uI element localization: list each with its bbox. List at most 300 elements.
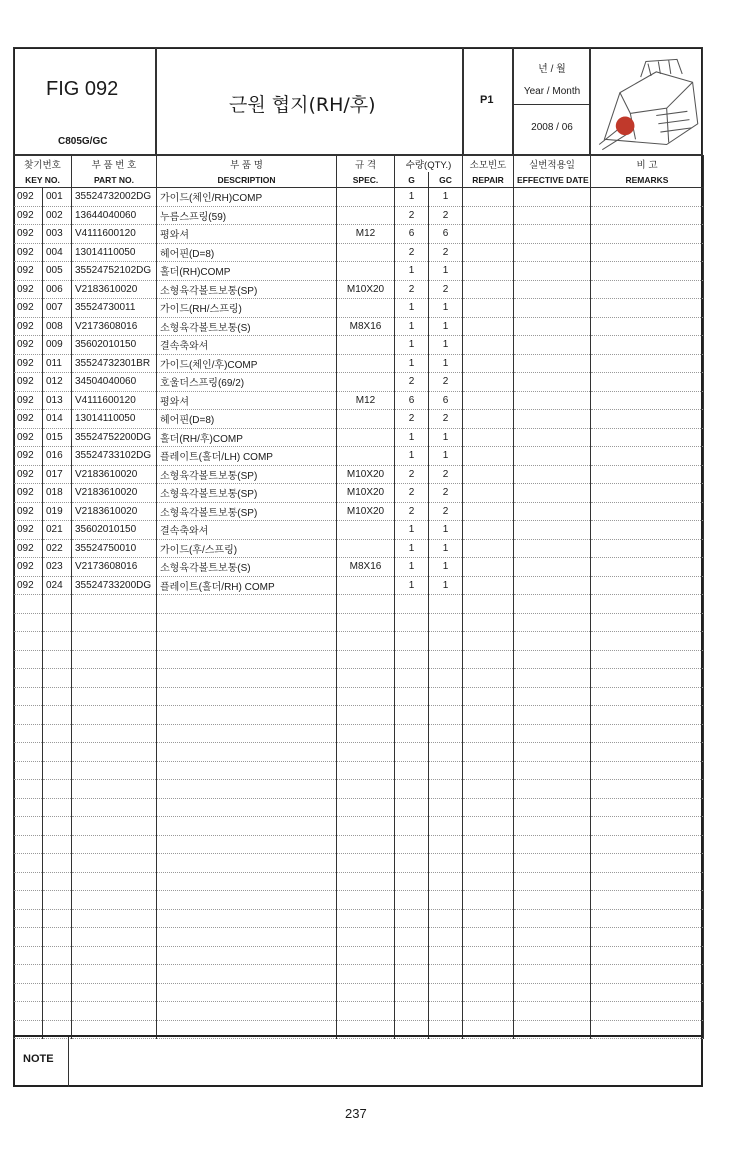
row-repair [463,391,514,410]
row-remarks [591,317,704,336]
row-spec [337,262,395,281]
row-spec [337,447,395,466]
row-description: 헤어핀(D=8) [157,410,337,429]
table-row [14,539,704,558]
row-remarks [591,891,704,910]
row-qty-gc [429,798,463,817]
row-remarks [591,650,704,669]
row-part-no [72,946,157,965]
row-repair [463,706,514,725]
row-key: 019 [43,502,72,521]
row-description [157,928,337,947]
row-effective-date [514,280,591,299]
row-remarks [591,835,704,854]
table-row [14,706,704,725]
row-qty-g: 2 [395,206,429,225]
row-part-no: V4111600120 [72,225,157,244]
row-qty-g: 2 [395,465,429,484]
row-fig: 092 [14,188,43,207]
row-key [43,724,72,743]
row-fig: 092 [14,465,43,484]
row-qty-g: 2 [395,502,429,521]
row-effective-date [514,946,591,965]
row-spec [337,1002,395,1021]
row-part-no: V4111600120 [72,391,157,410]
table-row [14,761,704,780]
row-remarks [591,521,704,540]
row-fig [14,650,43,669]
row-remarks [591,946,704,965]
table-row [14,225,704,244]
row-remarks [591,373,704,392]
row-qty-gc: 1 [429,428,463,447]
row-qty-g [395,687,429,706]
row-qty-gc [429,946,463,965]
parts-table [13,155,704,1039]
row-qty-g [395,946,429,965]
row-remarks [591,391,704,410]
row-fig: 092 [14,391,43,410]
row-key [43,743,72,762]
row-spec: M10X20 [337,280,395,299]
spec-header-en: SPEC. [337,172,395,188]
row-remarks [591,280,704,299]
row-qty-gc: 2 [429,206,463,225]
row-spec [337,299,395,318]
table-row [14,521,704,540]
row-description: 홀더(RH/후)COMP [157,428,337,447]
row-remarks [591,965,704,984]
row-qty-gc: 2 [429,484,463,503]
row-key: 001 [43,188,72,207]
row-qty-gc [429,983,463,1002]
row-remarks [591,1002,704,1021]
row-effective-date [514,669,591,688]
row-fig [14,687,43,706]
row-qty-gc: 1 [429,447,463,466]
row-key: 011 [43,354,72,373]
row-qty-g: 1 [395,558,429,577]
row-qty-gc [429,817,463,836]
row-spec [337,613,395,632]
row-fig: 092 [14,521,43,540]
table-row [14,188,704,207]
row-key: 002 [43,206,72,225]
row-qty-gc: 6 [429,225,463,244]
row-effective-date [514,650,591,669]
table-row [14,743,704,762]
row-remarks [591,447,704,466]
row-qty-gc [429,872,463,891]
table-row [14,909,704,928]
row-effective-date [514,743,591,762]
row-effective-date [514,724,591,743]
row-qty-g [395,835,429,854]
row-key [43,761,72,780]
row-spec: M8X16 [337,558,395,577]
row-key [43,835,72,854]
row-fig [14,854,43,873]
row-remarks [591,669,704,688]
row-remarks [591,817,704,836]
row-part-no [72,687,157,706]
row-repair [463,669,514,688]
row-description: 가이드(체인/RH)COMP [157,188,337,207]
row-spec [337,872,395,891]
row-description [157,854,337,873]
row-qty-g [395,613,429,632]
row-spec [337,539,395,558]
row-repair [463,595,514,614]
row-description: 소형육각볼트보통(SP) [157,280,337,299]
table-row [14,576,704,595]
row-description [157,946,337,965]
row-qty-gc [429,1002,463,1021]
row-spec [337,188,395,207]
row-fig [14,724,43,743]
row-qty-g [395,854,429,873]
row-part-no [72,817,157,836]
row-key: 013 [43,391,72,410]
row-qty-g [395,761,429,780]
row-effective-date [514,262,591,281]
row-qty-g: 1 [395,299,429,318]
row-part-no: 35524733200DG [72,576,157,595]
row-repair [463,428,514,447]
row-repair [463,558,514,577]
row-effective-date [514,299,591,318]
row-part-no [72,891,157,910]
row-description [157,669,337,688]
table-row [14,891,704,910]
row-qty-g: 1 [395,336,429,355]
row-qty-gc: 2 [429,280,463,299]
row-part-no [72,835,157,854]
row-spec: M10X20 [337,465,395,484]
row-qty-gc: 2 [429,410,463,429]
row-key: 012 [43,373,72,392]
row-fig [14,595,43,614]
row-qty-g: 1 [395,188,429,207]
row-spec [337,706,395,725]
row-qty-gc: 1 [429,576,463,595]
row-description: 소형육각볼트보통(SP) [157,502,337,521]
part-header-en: PART NO. [72,172,157,188]
row-part-no [72,632,157,651]
row-description [157,798,337,817]
row-effective-date [514,502,591,521]
row-qty-g: 1 [395,576,429,595]
row-fig [14,780,43,799]
highlight-dot [616,116,635,135]
row-qty-gc [429,835,463,854]
row-qty-gc: 1 [429,188,463,207]
row-description: 소형육각볼트보통(S) [157,317,337,336]
row-repair [463,983,514,1002]
row-effective-date [514,317,591,336]
row-remarks [591,502,704,521]
row-remarks [591,410,704,429]
row-effective-date [514,576,591,595]
row-part-no: 35602010150 [72,336,157,355]
row-fig: 092 [14,373,43,392]
page-title: 근원 협지(RH/후) [229,94,376,116]
row-part-no [72,650,157,669]
row-qty-gc: 1 [429,262,463,281]
row-qty-gc: 2 [429,502,463,521]
row-remarks [591,336,704,355]
table-row [14,650,704,669]
row-spec [337,835,395,854]
row-repair [463,891,514,910]
row-spec [337,687,395,706]
row-remarks [591,595,704,614]
qty-gc-header: GC [429,172,463,188]
row-effective-date [514,854,591,873]
row-qty-g: 2 [395,243,429,262]
part-header-ko: 부 품 번 호 [72,156,157,173]
row-fig [14,872,43,891]
row-fig [14,613,43,632]
page-number: 237 [345,1106,367,1121]
row-part-no [72,872,157,891]
row-part-no [72,743,157,762]
page-code: P1 [480,94,494,106]
row-key [43,798,72,817]
row-remarks [591,262,704,281]
row-key: 006 [43,280,72,299]
row-fig: 092 [14,299,43,318]
row-qty-g [395,891,429,910]
row-spec: M10X20 [337,502,395,521]
row-remarks [591,928,704,947]
remarks-header-en: REMARKS [591,172,704,188]
row-qty-gc [429,706,463,725]
row-spec [337,946,395,965]
date-block [513,47,590,155]
row-key: 022 [43,539,72,558]
table-row [14,687,704,706]
row-qty-g: 1 [395,354,429,373]
row-description [157,743,337,762]
row-qty-g: 1 [395,447,429,466]
row-remarks [591,909,704,928]
row-spec [337,206,395,225]
row-key: 021 [43,521,72,540]
row-remarks [591,780,704,799]
row-key [43,669,72,688]
row-description: 평와셔 [157,225,337,244]
table-row [14,595,704,614]
row-spec [337,354,395,373]
table-row [14,299,704,318]
row-effective-date [514,965,591,984]
row-effective-date [514,410,591,429]
row-description: 가이드(체인/후)COMP [157,354,337,373]
row-key: 004 [43,243,72,262]
row-effective-date [514,632,591,651]
row-spec: M12 [337,225,395,244]
row-key: 009 [43,336,72,355]
row-effective-date [514,336,591,355]
page-code-block [463,47,513,155]
row-effective-date [514,539,591,558]
row-part-no [72,965,157,984]
row-description [157,780,337,799]
row-fig: 092 [14,317,43,336]
row-qty-gc: 1 [429,336,463,355]
table-row [14,1002,704,1021]
row-part-no [72,928,157,947]
row-spec [337,891,395,910]
row-repair [463,817,514,836]
row-description: 헤어핀(D=8) [157,243,337,262]
row-description [157,1002,337,1021]
row-effective-date [514,206,591,225]
row-effective-date [514,354,591,373]
row-description [157,817,337,836]
table-row [14,410,704,429]
row-fig [14,706,43,725]
row-fig [14,743,43,762]
parts-rows [14,188,704,1039]
row-effective-date [514,225,591,244]
row-effective-date [514,465,591,484]
row-qty-gc [429,891,463,910]
row-fig [14,669,43,688]
row-spec [337,410,395,429]
row-qty-g: 1 [395,539,429,558]
row-repair [463,280,514,299]
row-fig [14,965,43,984]
row-part-no [72,724,157,743]
row-effective-date [514,391,591,410]
row-qty-gc [429,928,463,947]
row-effective-date [514,595,591,614]
row-part-no: 35524750010 [72,539,157,558]
row-part-no: 35524752200DG [72,428,157,447]
row-qty-gc: 1 [429,299,463,318]
row-qty-g: 2 [395,373,429,392]
row-remarks [591,743,704,762]
row-effective-date [514,761,591,780]
row-description: 결속축와셔 [157,521,337,540]
row-description: 평와셔 [157,391,337,410]
row-fig [14,632,43,651]
table-row [14,502,704,521]
table-row [14,373,704,392]
row-qty-g [395,650,429,669]
row-qty-gc: 2 [429,465,463,484]
row-repair [463,188,514,207]
row-description: 플레이트(홀더/LH) COMP [157,447,337,466]
row-part-no [72,613,157,632]
row-spec [337,928,395,947]
row-part-no: V2183610020 [72,502,157,521]
row-description [157,724,337,743]
row-key: 014 [43,410,72,429]
row-qty-gc [429,743,463,762]
row-fig: 092 [14,280,43,299]
row-description: 호울더스프링(69/2) [157,373,337,392]
table-row [14,354,704,373]
row-key: 023 [43,558,72,577]
row-fig [14,761,43,780]
row-part-no [72,1002,157,1021]
row-qty-g [395,872,429,891]
row-key [43,909,72,928]
row-part-no: V2173608016 [72,558,157,577]
row-key: 007 [43,299,72,318]
row-fig: 092 [14,428,43,447]
row-qty-g [395,798,429,817]
row-part-no: 13014110050 [72,410,157,429]
row-description: 플레이트(홀더/RH) COMP [157,576,337,595]
row-description: 소형육각볼트보통(SP) [157,465,337,484]
row-remarks [591,576,704,595]
row-key: 003 [43,225,72,244]
row-description [157,891,337,910]
row-repair [463,946,514,965]
note-section [13,1035,703,1087]
row-qty-g: 2 [395,410,429,429]
row-qty-gc [429,761,463,780]
row-key [43,613,72,632]
table-row [14,854,704,873]
row-key [43,780,72,799]
row-qty-g [395,632,429,651]
row-part-no: 35524752102DG [72,262,157,281]
row-repair [463,225,514,244]
table-row [14,872,704,891]
row-description [157,632,337,651]
row-qty-g: 1 [395,317,429,336]
row-repair [463,539,514,558]
row-part-no [72,669,157,688]
row-key: 017 [43,465,72,484]
row-repair [463,632,514,651]
row-part-no: 35602010150 [72,521,157,540]
row-effective-date [514,780,591,799]
row-spec [337,909,395,928]
row-key [43,872,72,891]
table-row [14,835,704,854]
row-repair [463,835,514,854]
row-remarks [591,761,704,780]
qty-header-ko: 수량(QTY.) [395,156,463,173]
row-fig [14,928,43,947]
row-remarks [591,558,704,577]
row-qty-g [395,817,429,836]
desc-header-ko: 부 품 명 [157,156,337,173]
table-row [14,206,704,225]
row-remarks [591,872,704,891]
row-key: 018 [43,484,72,503]
table-row [14,946,704,965]
qty-g-header: G [395,172,429,188]
row-description: 가이드(RH/스프링) [157,299,337,318]
row-qty-gc: 1 [429,539,463,558]
row-repair [463,373,514,392]
table-row [14,262,704,281]
row-qty-g: 1 [395,521,429,540]
row-description: 누름스프링(59) [157,206,337,225]
row-effective-date [514,613,591,632]
row-key: 016 [43,447,72,466]
row-effective-date [514,447,591,466]
row-fig: 092 [14,539,43,558]
table-row [14,780,704,799]
